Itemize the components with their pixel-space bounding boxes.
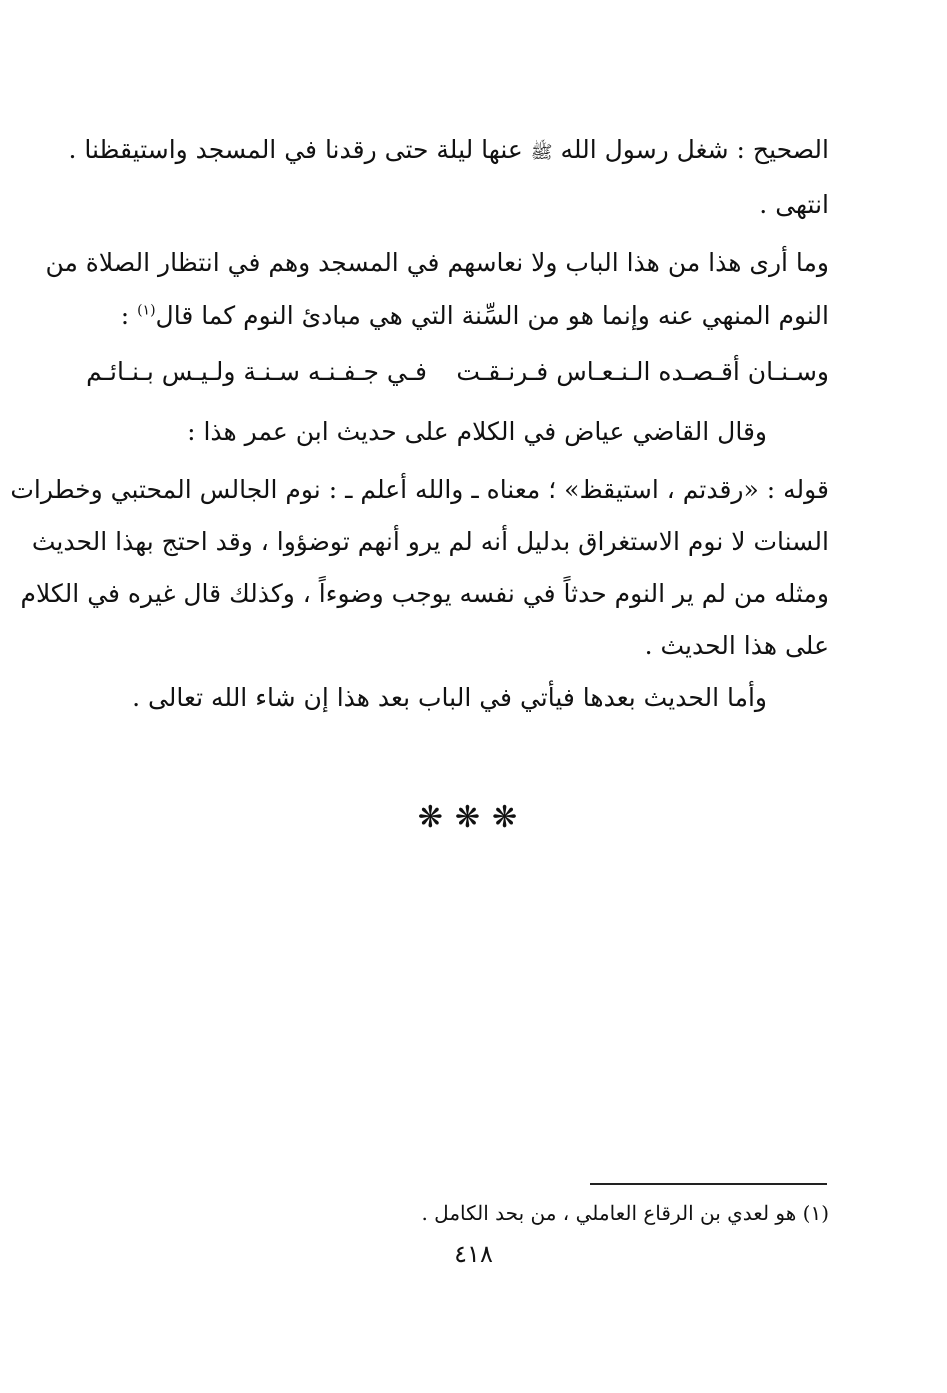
- text-line-9: ومثله من لم ير النوم حدثاً في نفسه يوجب وضوءاً ، وكذلك قال غيره في الكلام: [20, 579, 829, 608]
- text-line-10: على هذا الحديث .: [644, 631, 829, 660]
- honorific-symbol: ﷺ: [530, 142, 553, 163]
- text-line-4-end: :: [120, 301, 138, 330]
- footnote-text: (١) هو لعدي بن الرقاع العاملي ، من بحد الكامل .: [421, 1201, 829, 1225]
- text-line-7: قوله : «رقدتم ، استيقظ» ؛ معناه ـ والله أعلم ـ : نوم الجالس المحتبي وخطرات: [10, 475, 829, 504]
- verse-first-hemistich: وسـنـان أقـصـده الـنـعـاس فـرنـقـت: [456, 357, 829, 386]
- text-line-4-main: النوم المنهي عنه وإنما هو من السِّنة التي هي مبادئ النوم كما قال: [155, 301, 829, 330]
- verse-second-hemistich: فـي جـفـنـه سـنـة ولـيـس بـنـائـم: [86, 357, 427, 386]
- section-separator: ❋❋❋: [417, 800, 530, 835]
- text-line-8: السنات لا نوم الاستغراق بدليل أنه لم يرو أنهم توضؤوا ، وقد احتج بهذا الحديث: [31, 527, 829, 556]
- text-line-2: انتهى .: [759, 190, 829, 219]
- text-line-1-end: عنها ليلة حتى رقدنا في المسجد واستيقظنا .: [68, 135, 523, 164]
- footnote-reference: (١): [137, 302, 156, 319]
- text-line-1-start: الصحيح : شغل رسول الله: [560, 135, 829, 164]
- page-number: ٤١٨: [454, 1240, 493, 1268]
- text-line-4: [109, 296, 829, 336]
- footnote-divider: [590, 1183, 827, 1185]
- text-line-11: وأما الحديث بعدها فيأتي في الباب بعد هذا إن شاء الله تعالى .: [132, 683, 767, 712]
- text-line-1: [68, 130, 829, 173]
- text-line-3: وما أرى هذا من هذا الباب ولا نعاسهم في المسجد وهم في انتظار الصلاة من: [45, 248, 829, 277]
- text-line-6: وقال القاضي عياض في الكلام على حديث ابن عمر هذا :: [187, 417, 767, 446]
